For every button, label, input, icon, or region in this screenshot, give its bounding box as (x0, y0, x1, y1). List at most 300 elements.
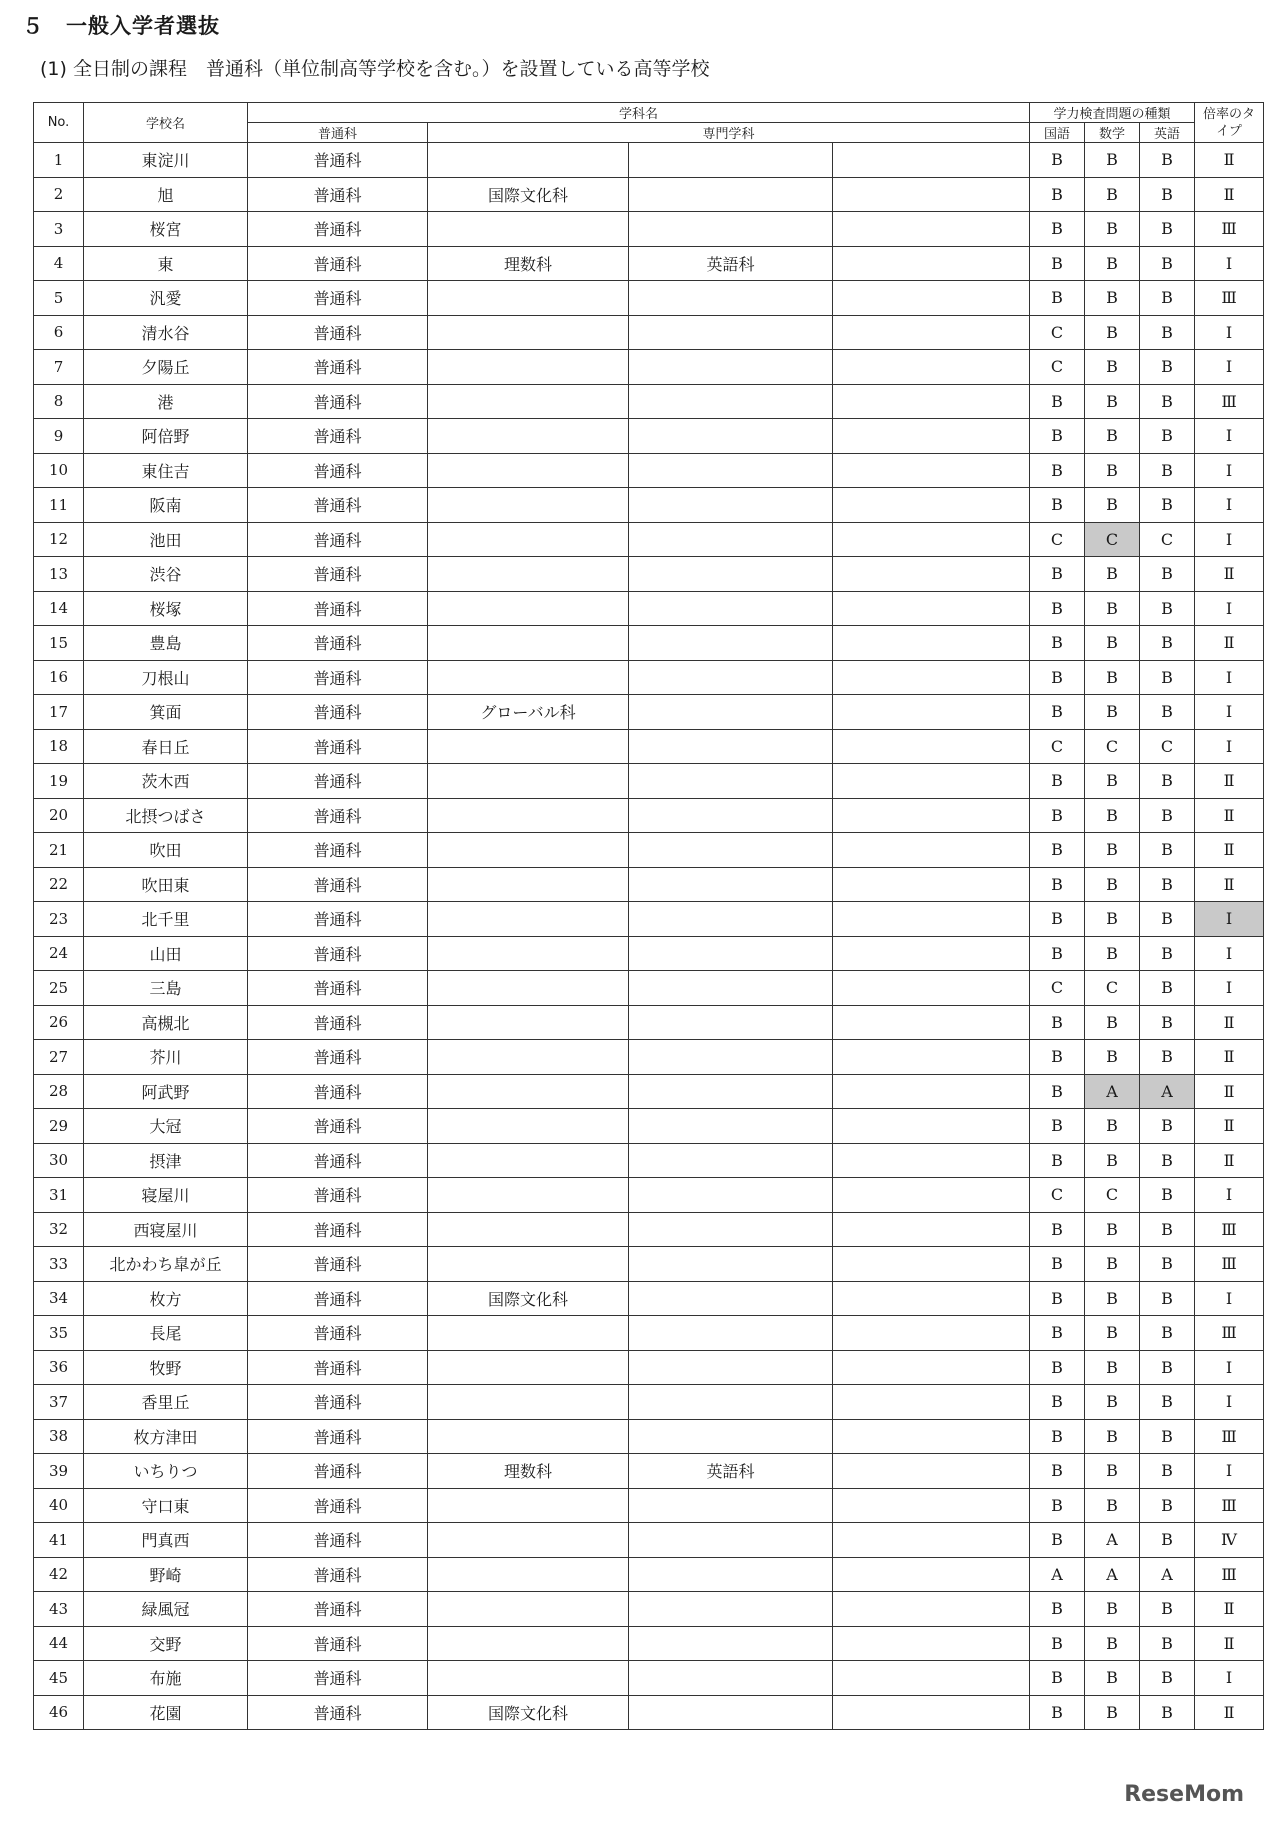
cell-no: 36 (34, 1350, 84, 1385)
cell-japanese: B (1030, 1005, 1085, 1040)
cell-no: 46 (34, 1695, 84, 1730)
cell-specialized-2 (629, 936, 833, 971)
cell-school: 香里丘 (84, 1385, 248, 1420)
header-school: 学校名 (84, 103, 248, 143)
cell-school: 枚方 (84, 1281, 248, 1316)
cell-math: B (1085, 246, 1140, 281)
cell-specialized-3 (833, 1385, 1030, 1420)
cell-english: B (1140, 488, 1195, 523)
cell-specialized-2 (629, 729, 833, 764)
cell-math: B (1085, 833, 1140, 868)
cell-specialized-3 (833, 1212, 1030, 1247)
cell-english: B (1140, 1005, 1195, 1040)
page-heading: ５ 一般入学者選抜 (22, 14, 220, 38)
cell-school: 大冠 (84, 1109, 248, 1144)
cell-specialized-1 (428, 453, 629, 488)
cell-english: B (1140, 1247, 1195, 1282)
cell-math: B (1085, 1005, 1140, 1040)
cell-specialized-3 (833, 1557, 1030, 1592)
cell-specialized-2 (629, 419, 833, 454)
cell-specialized-2 (629, 798, 833, 833)
cell-math: B (1085, 488, 1140, 523)
cell-general: 普通科 (248, 695, 428, 730)
cell-no: 4 (34, 246, 84, 281)
cell-math: B (1085, 419, 1140, 454)
cell-specialized-1 (428, 729, 629, 764)
cell-specialized-1 (428, 1350, 629, 1385)
table-row (34, 902, 1264, 937)
cell-no: 37 (34, 1385, 84, 1420)
cell-math: B (1085, 1350, 1140, 1385)
cell-japanese: B (1030, 1316, 1085, 1351)
cell-specialized-1 (428, 1661, 629, 1696)
cell-japanese: B (1030, 177, 1085, 212)
cell-specialized-3 (833, 1143, 1030, 1178)
cell-specialized-2 (629, 1040, 833, 1075)
cell-specialized-2 (629, 1247, 833, 1282)
cell-no: 1 (34, 143, 84, 178)
cell-ratio-type: Ⅱ (1195, 867, 1264, 902)
cell-english: B (1140, 557, 1195, 592)
cell-ratio-type: Ⅰ (1195, 695, 1264, 730)
cell-specialized-2 (629, 453, 833, 488)
cell-specialized-3 (833, 212, 1030, 247)
cell-school: 吹田東 (84, 867, 248, 902)
cell-math: A (1085, 1523, 1140, 1558)
header-specialized: 専門学科 (428, 123, 1030, 143)
cell-general: 普通科 (248, 281, 428, 316)
table-row (34, 1040, 1264, 1075)
cell-ratio-type: Ⅱ (1195, 833, 1264, 868)
cell-school: 北千里 (84, 902, 248, 937)
cell-english: B (1140, 936, 1195, 971)
cell-japanese: B (1030, 1695, 1085, 1730)
cell-specialized-3 (833, 591, 1030, 626)
cell-general: 普通科 (248, 1074, 428, 1109)
cell-ratio-type: Ⅳ (1195, 1523, 1264, 1558)
cell-specialized-3 (833, 660, 1030, 695)
cell-japanese: B (1030, 1143, 1085, 1178)
table-row (34, 1592, 1264, 1627)
cell-general: 普通科 (248, 1626, 428, 1661)
cell-school: 西寝屋川 (84, 1212, 248, 1247)
cell-specialized-3 (833, 695, 1030, 730)
cell-japanese: C (1030, 1178, 1085, 1213)
cell-japanese: B (1030, 936, 1085, 971)
table-row (34, 971, 1264, 1006)
cell-no: 33 (34, 1247, 84, 1282)
cell-japanese: B (1030, 212, 1085, 247)
cell-no: 3 (34, 212, 84, 247)
cell-general: 普通科 (248, 453, 428, 488)
cell-specialized-3 (833, 1488, 1030, 1523)
cell-japanese: B (1030, 1247, 1085, 1282)
cell-ratio-type: Ⅰ (1195, 660, 1264, 695)
cell-no: 22 (34, 867, 84, 902)
cell-ratio-type: Ⅰ (1195, 729, 1264, 764)
cell-general: 普通科 (248, 1695, 428, 1730)
cell-no: 30 (34, 1143, 84, 1178)
cell-specialized-1 (428, 384, 629, 419)
cell-japanese: B (1030, 453, 1085, 488)
cell-no: 15 (34, 626, 84, 661)
cell-specialized-2 (629, 1419, 833, 1454)
cell-specialized-1: 国際文化科 (428, 1695, 629, 1730)
cell-no: 41 (34, 1523, 84, 1558)
cell-specialized-2 (629, 315, 833, 350)
cell-ratio-type: Ⅱ (1195, 177, 1264, 212)
cell-specialized-1: グローバル科 (428, 695, 629, 730)
cell-ratio-type: Ⅱ (1195, 1695, 1264, 1730)
cell-specialized-2 (629, 1178, 833, 1213)
cell-specialized-2 (629, 626, 833, 661)
table-row (34, 798, 1264, 833)
cell-english: B (1140, 350, 1195, 385)
cell-general: 普通科 (248, 591, 428, 626)
cell-japanese: B (1030, 833, 1085, 868)
header-math: 数学 (1085, 123, 1140, 143)
cell-english: B (1140, 660, 1195, 695)
cell-math: B (1085, 1212, 1140, 1247)
cell-no: 43 (34, 1592, 84, 1627)
cell-specialized-1 (428, 936, 629, 971)
cell-english: B (1140, 1316, 1195, 1351)
cell-specialized-2 (629, 522, 833, 557)
cell-school: 桜塚 (84, 591, 248, 626)
cell-general: 普通科 (248, 350, 428, 385)
cell-specialized-1 (428, 350, 629, 385)
cell-general: 普通科 (248, 1178, 428, 1213)
table-row (34, 177, 1264, 212)
cell-english: B (1140, 867, 1195, 902)
cell-math: B (1085, 453, 1140, 488)
cell-specialized-3 (833, 764, 1030, 799)
cell-school: 豊島 (84, 626, 248, 661)
cell-ratio-type: Ⅰ (1195, 971, 1264, 1006)
cell-ratio-type: Ⅰ (1195, 936, 1264, 971)
cell-general: 普通科 (248, 1523, 428, 1558)
cell-no: 7 (34, 350, 84, 385)
cell-specialized-2 (629, 1316, 833, 1351)
cell-school: 牧野 (84, 1350, 248, 1385)
cell-ratio-type: Ⅰ (1195, 488, 1264, 523)
cell-general: 普通科 (248, 315, 428, 350)
cell-math: B (1085, 143, 1140, 178)
cell-specialized-2 (629, 695, 833, 730)
cell-no: 14 (34, 591, 84, 626)
cell-japanese: B (1030, 143, 1085, 178)
cell-english: B (1140, 143, 1195, 178)
cell-specialized-1 (428, 660, 629, 695)
cell-english: B (1140, 1109, 1195, 1144)
cell-english: B (1140, 1419, 1195, 1454)
table-row (34, 660, 1264, 695)
table-row (34, 246, 1264, 281)
table-row (34, 315, 1264, 350)
cell-specialized-2 (629, 902, 833, 937)
table-row (34, 488, 1264, 523)
cell-general: 普通科 (248, 1316, 428, 1351)
table-row (34, 212, 1264, 247)
cell-english: B (1140, 1488, 1195, 1523)
cell-specialized-2 (629, 557, 833, 592)
table-row (34, 281, 1264, 316)
table-row (34, 764, 1264, 799)
cell-specialized-1 (428, 971, 629, 1006)
cell-ratio-type: Ⅱ (1195, 1005, 1264, 1040)
cell-japanese: C (1030, 315, 1085, 350)
schools-table (33, 102, 1264, 1730)
cell-math: B (1085, 867, 1140, 902)
cell-ratio-type: Ⅱ (1195, 764, 1264, 799)
cell-specialized-3 (833, 1454, 1030, 1489)
cell-japanese: B (1030, 764, 1085, 799)
cell-english: B (1140, 1350, 1195, 1385)
cell-ratio-type: Ⅰ (1195, 1350, 1264, 1385)
cell-math: B (1085, 1385, 1140, 1420)
cell-no: 25 (34, 971, 84, 1006)
cell-english: B (1140, 177, 1195, 212)
table-row (34, 1316, 1264, 1351)
cell-japanese: B (1030, 1385, 1085, 1420)
cell-japanese: B (1030, 488, 1085, 523)
cell-school: 門真西 (84, 1523, 248, 1558)
cell-school: 北摂つばさ (84, 798, 248, 833)
cell-specialized-3 (833, 1074, 1030, 1109)
cell-no: 24 (34, 936, 84, 971)
cell-school: 寝屋川 (84, 1178, 248, 1213)
table-row (34, 1523, 1264, 1558)
table-row (34, 1557, 1264, 1592)
cell-ratio-type: Ⅱ (1195, 143, 1264, 178)
cell-specialized-2 (629, 1592, 833, 1627)
cell-general: 普通科 (248, 1005, 428, 1040)
cell-specialized-2 (629, 1074, 833, 1109)
cell-no: 44 (34, 1626, 84, 1661)
cell-english: B (1140, 453, 1195, 488)
cell-english: A (1140, 1557, 1195, 1592)
cell-japanese: B (1030, 1488, 1085, 1523)
cell-ratio-type: Ⅱ (1195, 626, 1264, 661)
cell-specialized-3 (833, 1523, 1030, 1558)
cell-japanese: B (1030, 1109, 1085, 1144)
cell-general: 普通科 (248, 1350, 428, 1385)
table-row (34, 1247, 1264, 1282)
cell-math: B (1085, 936, 1140, 971)
table-row (34, 522, 1264, 557)
cell-ratio-type: Ⅱ (1195, 557, 1264, 592)
cell-math: B (1085, 1109, 1140, 1144)
cell-math: B (1085, 1454, 1140, 1489)
table-row (34, 1281, 1264, 1316)
cell-japanese: B (1030, 419, 1085, 454)
cell-japanese: B (1030, 1040, 1085, 1075)
cell-specialized-3 (833, 626, 1030, 661)
cell-school: 交野 (84, 1626, 248, 1661)
cell-no: 20 (34, 798, 84, 833)
cell-school: 枚方津田 (84, 1419, 248, 1454)
cell-school: 三島 (84, 971, 248, 1006)
cell-specialized-3 (833, 1247, 1030, 1282)
cell-specialized-3 (833, 522, 1030, 557)
cell-specialized-3 (833, 1626, 1030, 1661)
cell-math: B (1085, 1316, 1140, 1351)
cell-english: B (1140, 626, 1195, 661)
cell-specialized-3 (833, 419, 1030, 454)
cell-general: 普通科 (248, 1040, 428, 1075)
cell-general: 普通科 (248, 246, 428, 281)
cell-math: B (1085, 764, 1140, 799)
cell-no: 2 (34, 177, 84, 212)
cell-general: 普通科 (248, 419, 428, 454)
table-row (34, 729, 1264, 764)
cell-no: 29 (34, 1109, 84, 1144)
cell-math: B (1085, 660, 1140, 695)
cell-specialized-3 (833, 143, 1030, 178)
table-row (34, 384, 1264, 419)
cell-specialized-3 (833, 1178, 1030, 1213)
cell-japanese: B (1030, 246, 1085, 281)
cell-japanese: C (1030, 971, 1085, 1006)
cell-specialized-2: 英語科 (629, 1454, 833, 1489)
cell-specialized-3 (833, 867, 1030, 902)
cell-japanese: B (1030, 660, 1085, 695)
cell-general: 普通科 (248, 1592, 428, 1627)
cell-japanese: B (1030, 798, 1085, 833)
cell-math: A (1085, 1074, 1140, 1109)
cell-school: 箕面 (84, 695, 248, 730)
cell-ratio-type: Ⅲ (1195, 1247, 1264, 1282)
cell-japanese: B (1030, 1626, 1085, 1661)
cell-school: 刀根山 (84, 660, 248, 695)
cell-english: B (1140, 384, 1195, 419)
cell-specialized-3 (833, 1040, 1030, 1075)
cell-specialized-1 (428, 315, 629, 350)
header-no: No. (34, 103, 84, 143)
table-row (34, 1109, 1264, 1144)
cell-english: C (1140, 729, 1195, 764)
cell-math: B (1085, 1695, 1140, 1730)
cell-math: B (1085, 557, 1140, 592)
cell-math: B (1085, 1488, 1140, 1523)
cell-ratio-type: Ⅰ (1195, 315, 1264, 350)
cell-ratio-type: Ⅱ (1195, 1592, 1264, 1627)
cell-specialized-1 (428, 522, 629, 557)
cell-specialized-3 (833, 1281, 1030, 1316)
cell-no: 40 (34, 1488, 84, 1523)
cell-school: 阪南 (84, 488, 248, 523)
cell-math: B (1085, 1661, 1140, 1696)
cell-english: B (1140, 1523, 1195, 1558)
cell-general: 普通科 (248, 660, 428, 695)
cell-specialized-1 (428, 764, 629, 799)
cell-specialized-1 (428, 1385, 629, 1420)
cell-general: 普通科 (248, 1454, 428, 1489)
cell-english: B (1140, 315, 1195, 350)
cell-english: B (1140, 798, 1195, 833)
cell-specialized-1 (428, 1109, 629, 1144)
cell-specialized-1 (428, 281, 629, 316)
table-row (34, 1074, 1264, 1109)
cell-general: 普通科 (248, 833, 428, 868)
cell-school: 旭 (84, 177, 248, 212)
cell-school: 汎愛 (84, 281, 248, 316)
cell-school: 吹田 (84, 833, 248, 868)
cell-specialized-2 (629, 177, 833, 212)
cell-english: B (1140, 1695, 1195, 1730)
cell-school: 東淀川 (84, 143, 248, 178)
cell-specialized-1 (428, 1212, 629, 1247)
table-body (34, 143, 1264, 1730)
cell-no: 27 (34, 1040, 84, 1075)
cell-specialized-3 (833, 1316, 1030, 1351)
cell-math: B (1085, 177, 1140, 212)
cell-no: 45 (34, 1661, 84, 1696)
cell-general: 普通科 (248, 1419, 428, 1454)
cell-specialized-1: 国際文化科 (428, 177, 629, 212)
cell-math: B (1085, 1247, 1140, 1282)
cell-specialized-2 (629, 1523, 833, 1558)
cell-school: 夕陽丘 (84, 350, 248, 385)
cell-japanese: B (1030, 626, 1085, 661)
cell-ratio-type: Ⅰ (1195, 419, 1264, 454)
cell-japanese: A (1030, 1557, 1085, 1592)
cell-ratio-type: Ⅱ (1195, 1626, 1264, 1661)
cell-specialized-1 (428, 1005, 629, 1040)
cell-ratio-type: Ⅲ (1195, 1212, 1264, 1247)
cell-specialized-2 (629, 971, 833, 1006)
cell-school: 東住吉 (84, 453, 248, 488)
cell-math: B (1085, 1040, 1140, 1075)
cell-specialized-3 (833, 971, 1030, 1006)
cell-math: C (1085, 729, 1140, 764)
table-row (34, 1488, 1264, 1523)
cell-ratio-type: Ⅱ (1195, 1040, 1264, 1075)
cell-specialized-1 (428, 488, 629, 523)
cell-school: 茨木西 (84, 764, 248, 799)
cell-specialized-1 (428, 1143, 629, 1178)
cell-school: 渋谷 (84, 557, 248, 592)
cell-specialized-3 (833, 177, 1030, 212)
cell-specialized-3 (833, 833, 1030, 868)
cell-japanese: C (1030, 350, 1085, 385)
cell-specialized-3 (833, 488, 1030, 523)
cell-math: B (1085, 212, 1140, 247)
cell-ratio-type: Ⅱ (1195, 798, 1264, 833)
cell-math: B (1085, 695, 1140, 730)
cell-general: 普通科 (248, 522, 428, 557)
cell-specialized-1 (428, 1316, 629, 1351)
cell-english: B (1140, 833, 1195, 868)
cell-general: 普通科 (248, 1109, 428, 1144)
cell-specialized-2 (629, 384, 833, 419)
cell-english: B (1140, 1212, 1195, 1247)
cell-specialized-3 (833, 798, 1030, 833)
cell-japanese: B (1030, 1454, 1085, 1489)
cell-school: 花園 (84, 1695, 248, 1730)
cell-no: 17 (34, 695, 84, 730)
cell-math: B (1085, 350, 1140, 385)
cell-ratio-type: Ⅰ (1195, 350, 1264, 385)
table-row (34, 453, 1264, 488)
cell-english: B (1140, 281, 1195, 316)
cell-school: 清水谷 (84, 315, 248, 350)
cell-no: 18 (34, 729, 84, 764)
cell-specialized-3 (833, 281, 1030, 316)
cell-english: B (1140, 1385, 1195, 1420)
cell-math: B (1085, 1626, 1140, 1661)
table-row (34, 143, 1264, 178)
